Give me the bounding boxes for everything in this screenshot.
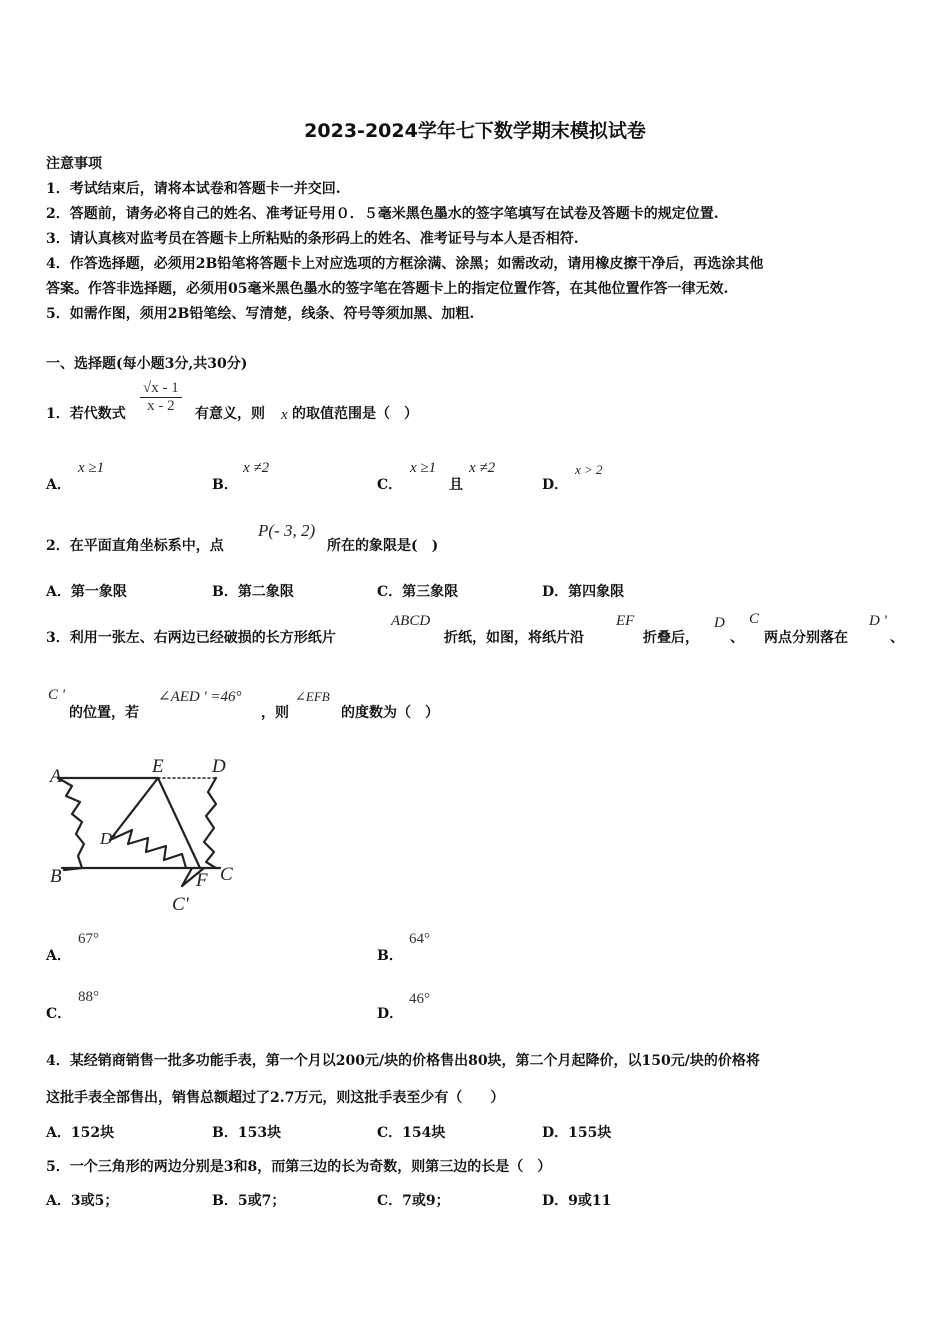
q3-option-b-label: B． xyxy=(377,948,403,964)
q4-option-c xyxy=(377,1122,445,1142)
question-2-prefix: 2．在平面直角坐标系中，点 xyxy=(46,538,224,554)
q1-option-c-joiner: 且 xyxy=(449,477,463,493)
q1-option-a-label: A． xyxy=(46,477,71,493)
q1-option-d-value: x > 2 xyxy=(575,462,603,477)
q5-option-d xyxy=(542,1190,611,1210)
q1-variable: x xyxy=(281,407,288,423)
question-3-line2-c: 的度数为（ ） xyxy=(341,705,439,721)
question-3-line1-d: 两点分别落在 xyxy=(764,630,848,646)
label-c: C xyxy=(220,864,233,885)
question-1-suffix: 的取值范围是（ ） xyxy=(292,406,418,422)
question-5-line1: 5．一个三角形的两边分别是3和8，而第三边的长为奇数，则第三边的长是（ ） xyxy=(46,1159,552,1175)
q1-option-a-value: x ≥1 xyxy=(78,460,105,476)
notice-item: 2．答题前，请务必将自己的姓名、准考证号用０．５毫米黑色墨水的签字笔填写在试卷及答题卡的规定位置. xyxy=(46,206,719,222)
option-text: 9或11 xyxy=(568,1193,612,1209)
q4-option-b xyxy=(212,1122,281,1142)
q1-option-b-value: x ≠2 xyxy=(243,460,270,476)
question-3-line2-b: ，则 xyxy=(261,705,289,721)
q2-option-d xyxy=(542,581,624,601)
q3-sep: 、 xyxy=(730,630,744,646)
label-e: E xyxy=(152,756,164,777)
label-c-prime: C' xyxy=(172,894,189,915)
q1-option-c-value-b: x ≠2 xyxy=(469,460,496,476)
option-text: 152块 xyxy=(70,1125,115,1141)
q2-option-b xyxy=(212,581,294,601)
q3-sep2: 、 xyxy=(890,630,904,646)
option-label: A． xyxy=(46,1125,71,1141)
question-2-suffix: 所在的象限是( ) xyxy=(327,538,439,554)
option-text: 第三象限 xyxy=(402,584,459,600)
option-label: D． xyxy=(542,584,569,600)
q3-d: D xyxy=(714,615,725,631)
option-label: A． xyxy=(46,584,71,600)
q3-d-prime: D ' xyxy=(869,613,887,629)
option-text: 3或5； xyxy=(70,1193,119,1209)
option-label: D． xyxy=(542,1193,569,1209)
option-text: 第一象限 xyxy=(70,584,127,600)
q5-option-a xyxy=(46,1190,118,1210)
option-text: 第四象限 xyxy=(568,584,625,600)
question-3-line2-a: 的位置，若 xyxy=(69,705,139,721)
q5-option-c xyxy=(377,1190,450,1210)
edge-ed-prime xyxy=(110,778,158,840)
q1-option-c-value-a: x ≥1 xyxy=(410,460,437,476)
q3-option-c-value: 88° xyxy=(78,989,99,1005)
q3-option-a-value: 67° xyxy=(78,931,99,947)
q2-point: P(- 3, 2) xyxy=(258,521,316,540)
option-label: B． xyxy=(212,584,238,600)
option-text: 第二象限 xyxy=(237,584,294,600)
question-3-line1-a: 3．利用一张左、右两边已经破损的长方形纸片 xyxy=(46,630,336,646)
q3-angle: ∠AED ' =46° xyxy=(158,689,242,705)
option-label: D． xyxy=(542,1125,569,1141)
q1-fraction xyxy=(140,380,182,415)
q4-option-a xyxy=(46,1122,114,1142)
label-d: D xyxy=(212,756,226,777)
option-text: 155块 xyxy=(568,1125,612,1141)
q1-option-c-label: C． xyxy=(377,477,403,493)
notice-item: 5．如需作图，须用2B铅笔绘、写清楚，线条、符号等须加黑、加粗. xyxy=(46,306,475,322)
question-3-line1-c: 折叠后， xyxy=(643,630,699,646)
option-text: 154块 xyxy=(402,1125,446,1141)
question-4-line2: 这批手表全部售出，销售总额超过了2.7万元，则这批手表至少有（ ） xyxy=(46,1090,505,1106)
question-1-mid: 有意义，则 xyxy=(195,406,265,422)
q3-option-d-value: 46° xyxy=(409,991,430,1007)
option-text: 5或7； xyxy=(237,1193,286,1209)
q3-c: C xyxy=(749,611,760,627)
question-4-line1: 4．某经销商销售一批多功能手表，第一个月以200元/块的价格售出80块，第二个月起降价，以150元/块的价格将 xyxy=(46,1053,760,1069)
option-label: C． xyxy=(377,1193,403,1209)
q3-option-d-label: D． xyxy=(377,1006,404,1022)
page-title: 2023-2024学年七下数学期末模拟试卷 xyxy=(304,120,646,142)
q1-fraction-numerator: √x - 1 xyxy=(140,380,182,398)
q4-option-d xyxy=(542,1122,611,1142)
q3-folding-figure xyxy=(40,752,250,917)
notice-item: 4．作答选择题，必须用2B铅笔将答题卡上对应选项的方框涂满、涂黑；如需改动，请用橡皮擦干净后，再选涂其他 xyxy=(46,256,764,272)
question-3-line1-b: 折纸，如图，将纸片沿 xyxy=(444,630,584,646)
option-label: C． xyxy=(377,1125,403,1141)
option-text: 7或9； xyxy=(402,1193,450,1209)
q3-option-a-label: A． xyxy=(46,948,71,964)
section-heading: 一、选择题(每小题3分,共30分) xyxy=(46,356,248,372)
q3-option-c-label: C． xyxy=(46,1006,72,1022)
q1-fraction-denominator: x - 2 xyxy=(147,398,175,414)
right-torn-edge xyxy=(204,778,216,868)
label-b: B xyxy=(50,866,62,887)
q3-option-b-value: 64° xyxy=(409,931,430,947)
q5-option-b xyxy=(212,1190,285,1210)
q2-option-c xyxy=(377,581,458,601)
option-label: C． xyxy=(377,584,403,600)
notice-heading: 注意事项 xyxy=(46,156,102,172)
q3-ef: EF xyxy=(616,613,635,629)
notice-item: 答案。作答非选择题，必须用05毫米黑色墨水的签字笔在答题卡上的指定位置作答，在其他位置作答一律无效. xyxy=(46,281,729,297)
q3-c-prime: C ' xyxy=(48,687,65,703)
option-label: A． xyxy=(46,1193,71,1209)
q1-option-b-label: B． xyxy=(212,477,238,493)
question-1-prefix: 1．若代数式 xyxy=(46,406,126,422)
label-a: A xyxy=(50,766,62,787)
left-torn-edge xyxy=(58,778,84,870)
label-f: F xyxy=(196,870,208,891)
folded-torn-edge xyxy=(110,830,186,868)
label-d-prime: D' xyxy=(100,829,116,848)
option-label: B． xyxy=(212,1125,238,1141)
q3-efb: ∠EFB xyxy=(295,689,330,704)
notice-item: 3．请认真核对监考员在答题卡上所粘贴的条形码上的姓名、准考证号与本人是否相符. xyxy=(46,231,579,247)
option-text: 153块 xyxy=(237,1125,282,1141)
option-label: B． xyxy=(212,1193,238,1209)
q1-option-d-label: D． xyxy=(542,477,569,493)
q3-abcd: ABCD xyxy=(391,613,431,629)
q2-option-a xyxy=(46,581,127,601)
notice-item: 1．考试结束后，请将本试卷和答题卡一并交回. xyxy=(46,181,341,197)
